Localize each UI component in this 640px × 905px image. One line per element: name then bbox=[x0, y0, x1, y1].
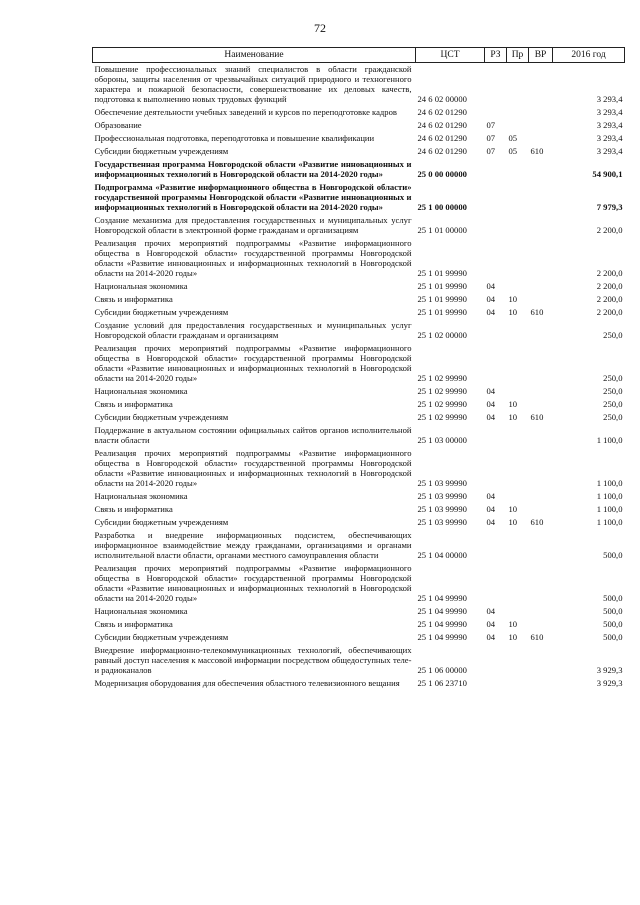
row-name: Внедрение информационно-телекоммуникационных технологий, обеспечивающих равный доступ населения к массовой информации посредством общедоступных теле- и радиоканалов bbox=[94, 645, 412, 675]
row-rz: 04 bbox=[486, 386, 496, 396]
row-name: Модернизация оборудования для обеспечения областного телевизионного вещания bbox=[94, 678, 400, 688]
row-cst: 25 1 01 99990 bbox=[417, 268, 467, 278]
row-cst: 25 1 06 00000 bbox=[417, 665, 467, 675]
row-pr bbox=[507, 605, 529, 618]
row-rz: 07 bbox=[486, 133, 496, 143]
row-name: Субсидии бюджетным учреждениям bbox=[94, 412, 229, 422]
row-vr bbox=[529, 677, 553, 690]
row-rz: 04 bbox=[486, 294, 496, 304]
row-rz: 04 bbox=[486, 281, 496, 291]
table-row bbox=[93, 132, 625, 145]
row-rz bbox=[485, 319, 507, 342]
row-name: Национальная экономика bbox=[94, 606, 188, 616]
header-vr: ВР bbox=[529, 48, 553, 63]
row-cst: 25 0 00 00000 bbox=[417, 169, 467, 179]
table-row bbox=[93, 214, 625, 237]
row-pr bbox=[507, 490, 529, 503]
row-amount: 250,0 bbox=[603, 399, 623, 409]
row-amount: 3 293,4 bbox=[596, 146, 623, 156]
row-cst: 25 1 06 23710 bbox=[417, 678, 467, 688]
row-cst: 24 6 02 01290 bbox=[417, 146, 467, 156]
table-row bbox=[93, 631, 625, 644]
row-amount: 2 200,0 bbox=[596, 294, 623, 304]
row-pr: 10 bbox=[508, 632, 518, 642]
row-rz: 04 bbox=[486, 504, 496, 514]
header-pr: Пр bbox=[507, 48, 529, 63]
row-amount: 3 293,4 bbox=[596, 133, 623, 143]
table-row bbox=[93, 293, 625, 306]
table-row bbox=[93, 411, 625, 424]
row-amount: 250,0 bbox=[603, 373, 623, 383]
row-name: Государственная программа Новгородской области «Развитие инновационных и информационных технологий в Новгородской области на 2014-2020 годы» bbox=[94, 159, 412, 179]
row-vr bbox=[529, 447, 553, 490]
table-row bbox=[93, 424, 625, 447]
row-cst: 25 1 04 99990 bbox=[417, 606, 467, 616]
row-vr bbox=[529, 490, 553, 503]
row-name: Связь и информатика bbox=[94, 294, 173, 304]
row-pr bbox=[507, 424, 529, 447]
row-vr bbox=[529, 106, 553, 119]
row-vr bbox=[529, 529, 553, 562]
row-name: Повышение профессиональных знаний специалистов в области гражданской обороны, защиты населения от чрезвычайных ситуаций природного и техногенного характера и пожарной безопасности, совершенствование их деловых качеств, подготовка к выполнению новых трудовых функций bbox=[94, 64, 412, 104]
row-name: Связь и информатика bbox=[94, 504, 173, 514]
row-cst: 25 1 03 99990 bbox=[417, 504, 467, 514]
row-pr: 10 bbox=[508, 399, 518, 409]
table-row bbox=[93, 562, 625, 605]
row-amount: 2 200,0 bbox=[596, 225, 623, 235]
row-name: Субсидии бюджетным учреждениям bbox=[94, 307, 229, 317]
row-name: Связь и информатика bbox=[94, 399, 173, 409]
row-name: Национальная экономика bbox=[94, 491, 188, 501]
row-amount: 2 200,0 bbox=[596, 268, 623, 278]
row-vr bbox=[529, 280, 553, 293]
row-cst: 25 1 01 99990 bbox=[417, 307, 467, 317]
row-amount: 250,0 bbox=[603, 412, 623, 422]
budget-table bbox=[92, 47, 625, 690]
row-pr: 05 bbox=[508, 133, 518, 143]
row-name: Связь и информатика bbox=[94, 619, 173, 629]
row-cst: 25 1 03 99990 bbox=[417, 491, 467, 501]
row-rz bbox=[485, 529, 507, 562]
row-rz: 07 bbox=[486, 120, 496, 130]
row-vr: 610 bbox=[530, 517, 544, 527]
table-row bbox=[93, 106, 625, 119]
row-name: Реализация прочих мероприятий подпрограммы «Развитие информационного общества в Новгородской области» государственной программы Новгородской области «Развитие инновационных и информационных технологий в Новгородской области на 2014-2020 годы» bbox=[94, 343, 412, 383]
row-name: Поддержание в актуальном состоянии официальных сайтов органов исполнительной власти области bbox=[94, 425, 412, 445]
table-row bbox=[93, 447, 625, 490]
table-row bbox=[93, 503, 625, 516]
row-pr bbox=[507, 385, 529, 398]
row-pr bbox=[507, 529, 529, 562]
row-cst: 25 1 01 00000 bbox=[417, 225, 467, 235]
row-rz bbox=[485, 342, 507, 385]
row-amount: 3 293,4 bbox=[596, 94, 623, 104]
table-row bbox=[93, 181, 625, 214]
row-vr bbox=[529, 181, 553, 214]
row-vr bbox=[529, 132, 553, 145]
table-row bbox=[93, 119, 625, 132]
row-amount: 500,0 bbox=[603, 593, 623, 603]
table-row bbox=[93, 677, 625, 690]
row-pr bbox=[507, 119, 529, 132]
row-vr bbox=[529, 398, 553, 411]
row-name: Профессиональная подготовка, переподготовка и повышение квалификации bbox=[94, 133, 375, 143]
row-cst: 24 6 02 01290 bbox=[417, 107, 467, 117]
row-rz: 07 bbox=[486, 146, 496, 156]
row-rz bbox=[485, 63, 507, 107]
row-rz: 04 bbox=[486, 307, 496, 317]
row-pr: 10 bbox=[508, 619, 518, 629]
row-name: Реализация прочих мероприятий подпрограммы «Развитие информационного общества в Новгородской области» государственной программы Новгородской области «Развитие инновационных и информационных технологий в Новгородской области на 2014-2020 годы» bbox=[94, 238, 412, 278]
row-rz: 04 bbox=[486, 491, 496, 501]
table-row bbox=[93, 342, 625, 385]
row-amount: 54 900,1 bbox=[592, 169, 623, 179]
row-amount: 3 293,4 bbox=[596, 120, 623, 130]
row-amount: 2 200,0 bbox=[596, 281, 623, 291]
row-vr bbox=[529, 385, 553, 398]
row-name: Субсидии бюджетным учреждениям bbox=[94, 146, 229, 156]
row-name: Образование bbox=[94, 120, 142, 130]
row-rz: 04 bbox=[486, 619, 496, 629]
row-amount: 250,0 bbox=[603, 330, 623, 340]
row-rz bbox=[485, 237, 507, 280]
row-rz: 04 bbox=[486, 606, 496, 616]
header-rz: РЗ bbox=[485, 48, 507, 63]
row-name: Реализация прочих мероприятий подпрограммы «Развитие информационного общества в Новгородской области» государственной программы Новгородской области «Развитие инновационных и информационных технологий в Новгородской области на 2014-2020 годы» bbox=[94, 448, 412, 488]
row-vr: 610 bbox=[530, 146, 544, 156]
row-rz bbox=[485, 424, 507, 447]
row-name: Создание механизма для предоставления государственных и муниципальных услуг Новгородской области в электронной форме гражданам и организациям bbox=[94, 215, 412, 235]
row-amount: 500,0 bbox=[603, 550, 623, 560]
table-row bbox=[93, 158, 625, 181]
row-rz bbox=[485, 644, 507, 677]
row-amount: 500,0 bbox=[603, 632, 623, 642]
row-name: Создание условий для предоставления государственных и муниципальных услуг Новгородской области гражданам и организациям bbox=[94, 320, 412, 340]
row-rz bbox=[485, 158, 507, 181]
row-pr bbox=[507, 237, 529, 280]
row-amount: 7 979,3 bbox=[596, 202, 623, 212]
row-vr bbox=[529, 342, 553, 385]
row-pr: 10 bbox=[508, 412, 518, 422]
row-rz bbox=[485, 447, 507, 490]
page-number: 72 bbox=[314, 21, 326, 35]
row-pr bbox=[507, 644, 529, 677]
row-name: Разработка и внедрение информационных подсистем, обеспечивающих информационное взаимодействие между гражданами, организациями и органами исполнительной власти области, органами местного самоуправления области bbox=[94, 530, 412, 560]
row-rz: 04 bbox=[486, 632, 496, 642]
row-amount: 500,0 bbox=[603, 619, 623, 629]
table-row bbox=[93, 63, 625, 107]
table-header-row bbox=[93, 48, 625, 63]
table-row bbox=[93, 306, 625, 319]
row-pr: 10 bbox=[508, 504, 518, 514]
table-row bbox=[93, 319, 625, 342]
row-amount: 1 100,0 bbox=[596, 491, 623, 501]
table-row bbox=[93, 516, 625, 529]
row-pr bbox=[507, 181, 529, 214]
row-rz bbox=[485, 677, 507, 690]
row-vr bbox=[529, 214, 553, 237]
table-row bbox=[93, 618, 625, 631]
row-name: Национальная экономика bbox=[94, 281, 188, 291]
row-pr bbox=[507, 214, 529, 237]
row-vr bbox=[529, 119, 553, 132]
row-vr: 610 bbox=[530, 307, 544, 317]
row-amount: 1 100,0 bbox=[596, 478, 623, 488]
row-name: Национальная экономика bbox=[94, 386, 188, 396]
row-cst: 24 6 02 00000 bbox=[417, 94, 467, 104]
row-amount: 3 929,3 bbox=[596, 678, 623, 688]
row-cst: 25 1 02 99990 bbox=[417, 373, 467, 383]
row-pr bbox=[507, 280, 529, 293]
row-vr: 610 bbox=[530, 412, 544, 422]
row-rz: 04 bbox=[486, 517, 496, 527]
row-pr bbox=[507, 319, 529, 342]
row-pr bbox=[507, 677, 529, 690]
row-cst: 25 1 03 99990 bbox=[417, 517, 467, 527]
row-cst: 25 1 04 99990 bbox=[417, 619, 467, 629]
table-row bbox=[93, 529, 625, 562]
row-rz bbox=[485, 181, 507, 214]
row-amount: 3 293,4 bbox=[596, 107, 623, 117]
row-pr bbox=[507, 342, 529, 385]
row-pr: 10 bbox=[508, 307, 518, 317]
row-vr bbox=[529, 503, 553, 516]
table-row bbox=[93, 385, 625, 398]
table-row bbox=[93, 237, 625, 280]
row-cst: 24 6 02 01290 bbox=[417, 133, 467, 143]
row-pr bbox=[507, 158, 529, 181]
row-name: Подпрограмма «Развитие информационного общества в Новгородской области» государственной программы Новгородской области «Развитие инновационных и информационных технологий в Новгородской области на 2014-2020 годы» bbox=[94, 182, 412, 212]
table-row bbox=[93, 145, 625, 158]
row-vr bbox=[529, 644, 553, 677]
row-cst: 25 1 01 99990 bbox=[417, 294, 467, 304]
row-amount: 1 100,0 bbox=[596, 504, 623, 514]
row-vr bbox=[529, 63, 553, 107]
row-vr bbox=[529, 424, 553, 447]
row-cst: 25 1 04 99990 bbox=[417, 593, 467, 603]
row-vr bbox=[529, 158, 553, 181]
row-rz: 04 bbox=[486, 399, 496, 409]
table-row bbox=[93, 490, 625, 503]
row-cst: 25 1 04 99990 bbox=[417, 632, 467, 642]
row-rz bbox=[485, 562, 507, 605]
row-pr bbox=[507, 63, 529, 107]
row-name: Субсидии бюджетным учреждениям bbox=[94, 517, 229, 527]
row-name: Реализация прочих мероприятий подпрограммы «Развитие информационного общества в Новгородской области» государственной программы Новгородской области «Развитие инновационных и информационных технологий в Новгородской области на 2014-2020 годы» bbox=[94, 563, 412, 603]
row-cst: 25 1 04 00000 bbox=[417, 550, 467, 560]
row-cst: 25 1 03 00000 bbox=[417, 435, 467, 445]
row-cst: 25 1 02 99990 bbox=[417, 399, 467, 409]
header-cst: ЦСТ bbox=[416, 48, 485, 63]
row-amount: 1 100,0 bbox=[596, 435, 623, 445]
row-rz: 04 bbox=[486, 412, 496, 422]
row-pr bbox=[507, 106, 529, 119]
table-row bbox=[93, 605, 625, 618]
row-vr bbox=[529, 293, 553, 306]
row-cst: 25 1 02 00000 bbox=[417, 330, 467, 340]
row-cst: 25 1 03 99990 bbox=[417, 478, 467, 488]
row-name: Обеспечение деятельности учебных заведений и курсов по переподготовке кадров bbox=[94, 107, 397, 117]
row-vr: 610 bbox=[530, 632, 544, 642]
row-cst: 25 1 02 99990 bbox=[417, 386, 467, 396]
row-cst: 25 1 02 99990 bbox=[417, 412, 467, 422]
row-pr bbox=[507, 562, 529, 605]
row-rz bbox=[485, 214, 507, 237]
row-amount: 1 100,0 bbox=[596, 517, 623, 527]
row-vr bbox=[529, 319, 553, 342]
row-amount: 2 200,0 bbox=[596, 307, 623, 317]
header-year: 2016 год bbox=[553, 48, 625, 63]
row-vr bbox=[529, 237, 553, 280]
table-row bbox=[93, 398, 625, 411]
row-amount: 250,0 bbox=[603, 386, 623, 396]
row-pr: 05 bbox=[508, 146, 518, 156]
row-name: Субсидии бюджетным учреждениям bbox=[94, 632, 229, 642]
row-vr bbox=[529, 605, 553, 618]
row-pr: 10 bbox=[508, 517, 518, 527]
row-cst: 24 6 02 01290 bbox=[417, 120, 467, 130]
row-rz bbox=[485, 106, 507, 119]
row-cst: 25 1 00 00000 bbox=[417, 202, 467, 212]
table-row bbox=[93, 280, 625, 293]
header-name: Наименование bbox=[93, 48, 416, 63]
row-amount: 3 929,3 bbox=[596, 665, 623, 675]
row-cst: 25 1 01 99990 bbox=[417, 281, 467, 291]
row-amount: 500,0 bbox=[603, 606, 623, 616]
table-row bbox=[93, 644, 625, 677]
row-vr bbox=[529, 562, 553, 605]
row-vr bbox=[529, 618, 553, 631]
row-pr bbox=[507, 447, 529, 490]
row-pr: 10 bbox=[508, 294, 518, 304]
